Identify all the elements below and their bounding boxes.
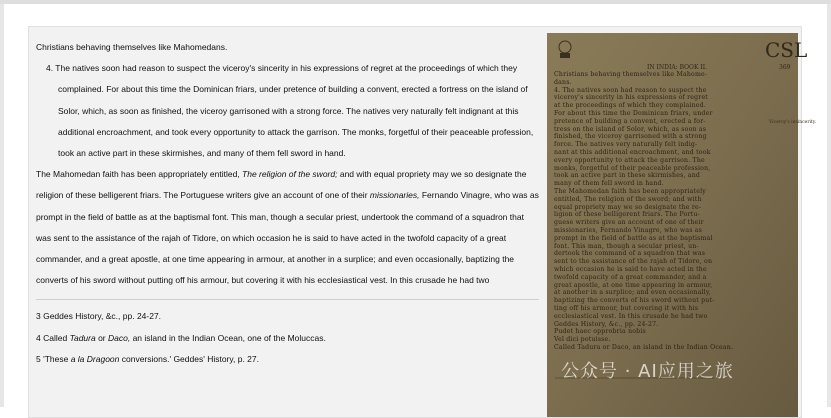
scan-text-lines xyxy=(554,71,764,352)
footnote-4-post: an island in the Indian Ocean, one of the Moluccas. xyxy=(130,332,326,343)
scan-line: guese writers give an account of one of their xyxy=(554,219,704,227)
document-panel xyxy=(28,26,817,418)
scan-line: monks, forgetful of their peaceable profession, xyxy=(554,164,711,172)
scan-line: dans. xyxy=(554,78,572,86)
scan-line: at the proceedings of which they complained. xyxy=(554,102,706,110)
scan-line: For about this time the Dominican friars, under xyxy=(554,109,713,117)
scan-line: at another in a surplice; and even occasionally, xyxy=(554,289,711,297)
scan-line: baptizing the converts of his sword without put- xyxy=(554,297,715,305)
scan-line: The Mahomedan faith has been appropriately xyxy=(554,187,706,195)
right-edge-strip xyxy=(827,4,831,407)
scan-line: tress on the island of Solor, which, as soon as xyxy=(554,125,707,133)
scan-page-number: 369 xyxy=(779,64,791,71)
scan-line: sent to the assistance of the rajah of Tidore, on xyxy=(554,258,713,266)
watermark: 公众号 · AI应用之旅 xyxy=(561,361,734,382)
footnote-divider xyxy=(36,299,539,300)
scan-line: took an active part in these skirmishes, and xyxy=(554,172,701,180)
scan-line: dertook the command of a squadron that was xyxy=(554,250,706,258)
scan-line: force. The natives very naturally felt indig- xyxy=(554,141,698,149)
footnote-5 xyxy=(36,349,539,370)
scan-line: nant at this additional encroachment, and took xyxy=(554,148,711,156)
scan-line: Geddes History, &c., pp. 24-27. xyxy=(554,320,659,328)
scan-line: Vel dici potuisse. xyxy=(554,336,611,344)
footnote-3: 3 Geddes History, &c., pp. 24-27. xyxy=(36,311,162,322)
scan-line: font. This man, though a secular priest, un- xyxy=(554,242,699,250)
scan-line: every opportunity to attack the garrison. The xyxy=(554,156,705,164)
scan-margin-note: Viceroy's insincerity. xyxy=(769,120,817,125)
paragraph-text-2: and with equal propriety may we so designate the religion of these belligerent friars. The Portuguese writers give an account of one of their xyxy=(36,169,527,201)
scan-header: IN INDIA: BOOK II. xyxy=(647,64,707,71)
library-stamp: CSL xyxy=(765,38,808,62)
footnote-5-post: conversions.' Geddes' History, p. 27. xyxy=(119,353,259,364)
footnote-4-emphasis-2: Daco, xyxy=(108,332,131,343)
scan-line: Pudet haec opprobria nobis xyxy=(554,328,646,336)
scan-line: entitled, The religion of the sword; and with xyxy=(554,195,702,203)
scan-line: ecclesiastical vest. In this crusade he had two xyxy=(554,312,708,320)
scan-line: ligion of these belligerent friars. The Portu- xyxy=(554,211,700,219)
scan-line: which occasion he is said to have acted in the xyxy=(554,265,707,273)
scan-line: many of them fell sword in hand. xyxy=(554,180,664,188)
paragraph-text-1: The Mahomedan faith has been appropriately entitled, xyxy=(36,169,243,180)
paragraph-emphasis-1: The religion of the sword; xyxy=(242,169,338,180)
scan-line: Christians behaving themselves like Mahome- xyxy=(554,71,708,78)
transcription-text xyxy=(36,37,539,370)
top-bar xyxy=(0,0,831,4)
scan-line: viceroy's sincerity in his expressions of regret xyxy=(554,94,708,102)
paragraph-text-3: Fernando Vinagre, who was as prompt in the field of battle as at the baptismal font. This man, though a secular priest, undertook the command of a squadron that was sent to the assistance of the rajah of Tidore, on which occasion he is said to have acted in the twofold capacity of a great commander, and a great apostle, at one time appearing in armour, at another in a surplice; and even occasionally, baptizing the converts of his sword without putting off his armour, but covering it with his ecclesiastical vest. In this crusade he had two xyxy=(36,190,539,286)
main-paragraph xyxy=(36,164,539,291)
paragraph-emphasis-2: missionaries, xyxy=(369,190,420,201)
scan-line: twofold capacity of a great commander, and a xyxy=(554,273,707,281)
numbered-item-4: 4. The natives soon had reason to suspect the viceroy's sincerity in his expressions of regret at the proceedings of which they complained. For about this time the Dominican friars, under pretence of building a convent, erected a fortress on the island of Solor, which, as soon as finished, the viceroy garrisoned with a strong force. The natives very naturally felt indignant at this additional encroachment, and took every opportunity to attack the garrison. The monks, forgetful of their peaceable profession, took an active part in these skirmishes, and many of them fell sword in hand. xyxy=(46,63,534,159)
intro-line: Christians behaving themselves like Mahomedans. xyxy=(36,42,228,52)
scan-line: ting off his armour, but covering it with his xyxy=(554,304,699,312)
footnote-4 xyxy=(36,328,539,349)
left-edge-strip xyxy=(0,4,4,407)
scan-line: great apostle, at one time appearing in armour, xyxy=(554,281,713,289)
scan-line: equal propriety may we so designate the re- xyxy=(554,203,702,211)
scan-line: pretence of building a convent, erected a for- xyxy=(554,117,706,125)
scan-line: finished, the viceroy garrisoned with a strong xyxy=(554,133,707,141)
scan-line: 4. The natives soon had reason to suspect the xyxy=(554,86,707,94)
scan-line: missionaries, Fernando Vinagre, who was as xyxy=(554,226,703,234)
scan-line: Called Tadura or Daco, an island in the Indian Ocean. xyxy=(554,343,734,351)
footnote-5-pre: 5 'These xyxy=(36,353,71,364)
footnote-5-emphasis: a la Dragoon xyxy=(70,353,120,364)
footnote-4-pre: 4 Called xyxy=(36,332,70,343)
scan-line: prompt in the field of battle as at the baptismal xyxy=(554,234,713,242)
footnote-4-emphasis-1: Tadura xyxy=(69,332,96,343)
footnote-4-mid: or xyxy=(95,332,108,343)
